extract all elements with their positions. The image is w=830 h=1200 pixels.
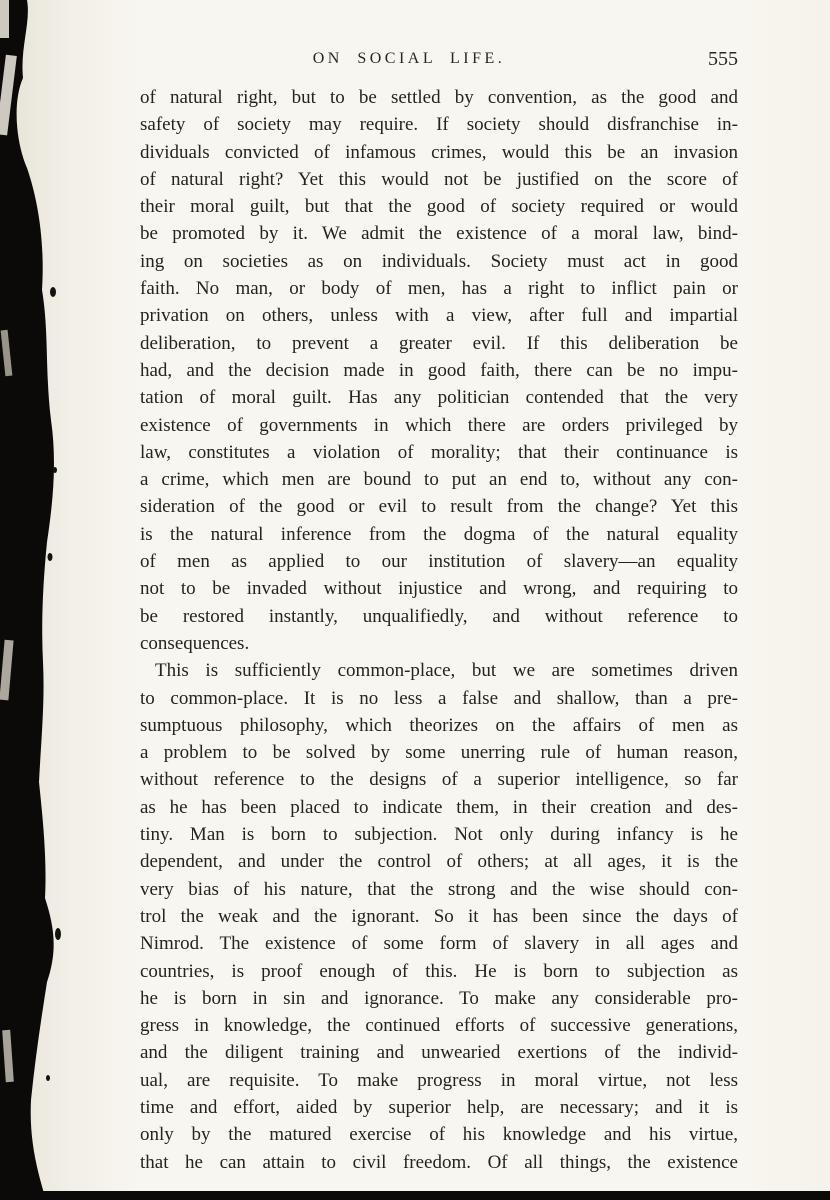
text-line: sideration of the good or evil to result from the change? Yet this <box>140 496 738 518</box>
text-line: privation on others, unless with a view, after full and impartial <box>140 305 738 327</box>
text-line: sumptuous philosophy, which theorizes on the affairs of men as <box>140 714 738 736</box>
text-line: to common-place. It is no less a false and shallow, than a pre- <box>140 687 738 709</box>
text-line: be promoted by it. We admit the existence of a moral law, bind- <box>140 223 738 245</box>
text-line: as he has been placed to indicate them, in their creation and des- <box>140 796 738 818</box>
text-line: their moral guilt, but that the good of society required or would <box>140 196 738 218</box>
text-line: This is sufficiently common-place, but we are sometimes driven <box>155 660 738 682</box>
text-line: safety of society may require. If society should disfranchise in- <box>140 114 738 136</box>
text-line: time and effort, aided by superior help, are necessary; and it is <box>140 1096 738 1118</box>
text-line: only by the matured exercise of his knowledge and his virtue, <box>140 1124 738 1146</box>
text-line: is the natural inference from the dogma of the natural equality <box>140 523 738 545</box>
text-line: very bias of his nature, that the strong and the wise should con- <box>140 878 738 900</box>
scan-edge-bottom <box>38 1191 830 1200</box>
paragraph <box>140 84 738 657</box>
text-line: deliberation, to prevent a greater evil. If this deliberation be <box>140 332 738 354</box>
text-line: existence of governments in which there are orders privileged by <box>140 414 738 436</box>
text-line: countries, is proof enough of this. He is born to subjection as <box>140 960 738 982</box>
text-line: a problem to be solved by some unerring rule of human reason, <box>140 742 738 764</box>
text-line: law, constitutes a violation of morality; that their continuance is <box>140 441 738 463</box>
text-line: Nimrod. The existence of some form of slavery in all ages and <box>140 933 738 955</box>
text-line: tation of moral guilt. Has any politician contended that the very <box>140 387 738 409</box>
text-line: dividuals convicted of infamous crimes, would this be an invasion <box>140 141 738 163</box>
text-line: not to be invaded without injustice and wrong, and requiring to <box>140 578 738 600</box>
text-line: of natural right, but to be settled by convention, as the good and <box>140 87 738 108</box>
text-line: dependent, and under the control of others; at all ages, it is the <box>140 851 738 873</box>
text-line: consequences. <box>140 632 250 654</box>
text-line: had, and the decision made in good faith, there can be no impu- <box>140 359 738 381</box>
paragraph <box>140 657 738 1176</box>
text-line: gress in knowledge, the continued efforts of successive generations, <box>140 1015 738 1037</box>
page-number: 555 <box>708 48 738 70</box>
text-line: and the diligent training and unwearied exertions of the individ- <box>140 1042 738 1064</box>
text-line: of natural right? Yet this would not be justified on the score of <box>140 168 738 190</box>
text-column <box>140 84 738 1176</box>
text-line: of men as applied to our institution of slavery—an equality <box>140 551 738 573</box>
text-line: trol the weak and the ignorant. So it has been since the days of <box>140 905 738 927</box>
binding-edge-artifact <box>0 0 70 1200</box>
text-line: faith. No man, or body of men, has a right to inflict pain or <box>140 278 738 300</box>
text-line: ual, are requisite. To make progress in moral virtue, not less <box>140 1069 738 1091</box>
running-title: ON SOCIAL LIFE. <box>312 50 506 67</box>
text-line: a crime, which men are bound to put an end to, without any con- <box>140 469 738 491</box>
text-line: tiny. Man is born to subjection. Not only during infancy is he <box>140 824 738 846</box>
page-header <box>140 50 738 76</box>
text-line: be restored instantly, unqualifiedly, and without reference to <box>140 605 738 627</box>
text-line: ing on societies as on individuals. Society must act in good <box>140 250 738 272</box>
text-line: without reference to the designs of a superior intelligence, so far <box>140 769 738 791</box>
text-line: he is born in sin and ignorance. To make any considerable pro- <box>140 987 738 1009</box>
text-line: that he can attain to civil freedom. Of all things, the existence <box>140 1151 738 1173</box>
